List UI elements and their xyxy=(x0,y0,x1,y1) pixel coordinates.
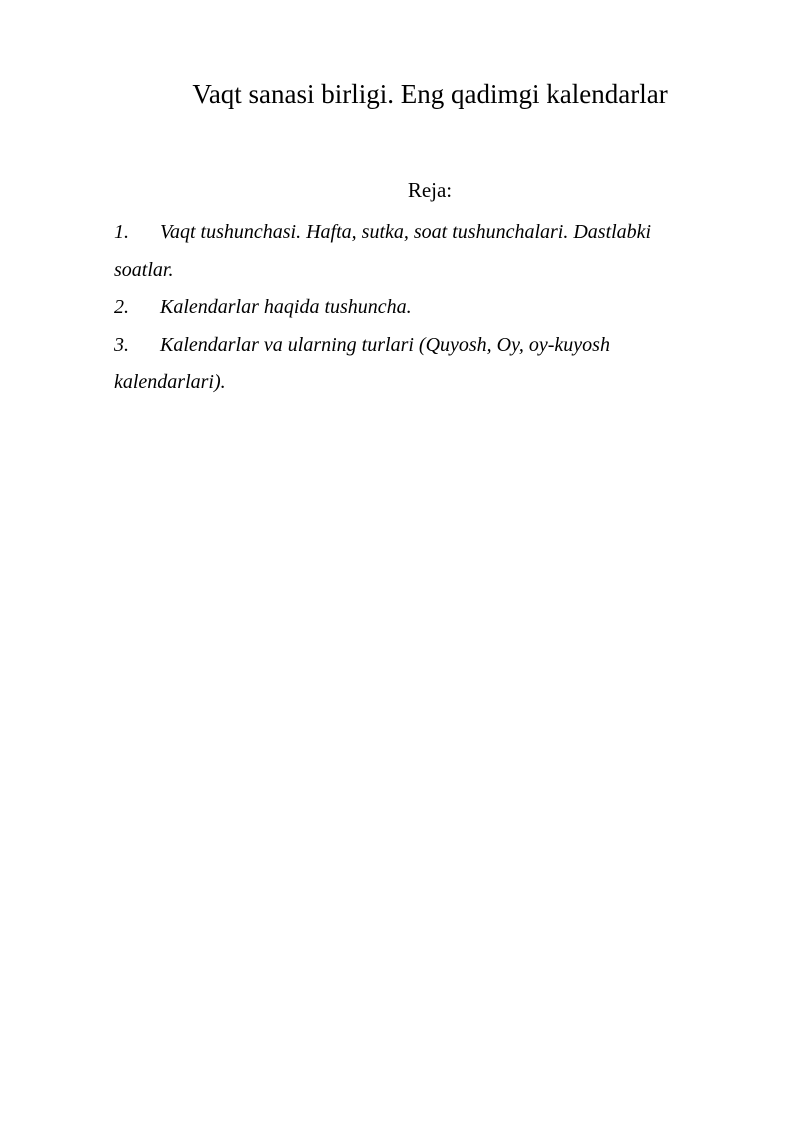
plan-item-number: 3. xyxy=(114,333,129,356)
plan-heading: Reja: xyxy=(407,178,453,202)
plan-item-2 xyxy=(114,289,704,327)
document-title: Vaqt sanasi birligi. Eng qadimgi kalendarlar xyxy=(192,79,668,109)
plan-item-text: Kalendarlar haqida tushuncha. xyxy=(160,296,412,318)
plan-item-number: 2. xyxy=(114,296,129,318)
plan-item-text: Vaqt tushunchasi. Hafta, sutka, soat tushunchalari. Dastlabki soatlar. xyxy=(114,221,652,281)
plan-item-text: Kalendarlar va ularning turlari (Quyosh, Oy, oy-kuyosh kalendarlari). xyxy=(114,333,610,393)
plan-item-1 xyxy=(114,214,704,289)
plan-item-3 xyxy=(114,327,704,402)
plan-list xyxy=(114,214,704,402)
plan-item-number: 1. xyxy=(114,221,129,243)
